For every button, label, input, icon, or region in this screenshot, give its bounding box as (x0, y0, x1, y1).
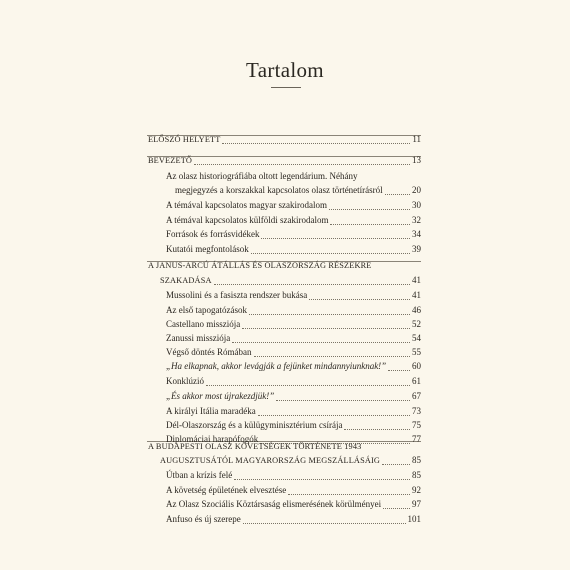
toc-entry (166, 405, 421, 418)
toc-entry (166, 304, 421, 317)
toc-page-number: 67 (412, 391, 421, 401)
dot-leader (382, 463, 410, 465)
toc-section-heading (148, 133, 421, 146)
toc-page-number: 77 (412, 434, 421, 444)
toc-entry (166, 228, 421, 241)
toc-page-number: 85 (412, 455, 421, 465)
toc-entry (166, 199, 421, 212)
dot-leader (344, 428, 410, 430)
toc-page-number: 34 (412, 229, 421, 239)
toc-entry-title: Zanussi missziója (166, 333, 231, 343)
toc-page-number: 46 (412, 305, 421, 315)
toc-entry-title: Diplomáciai harapófogók (166, 434, 259, 444)
toc-page-number: 55 (412, 347, 421, 357)
toc-page-number: 97 (412, 499, 421, 509)
dot-leader (194, 163, 410, 165)
dot-leader (261, 237, 410, 239)
dot-leader (363, 450, 419, 451)
dot-leader (374, 269, 420, 270)
toc-entry (166, 375, 421, 388)
dot-leader (222, 142, 410, 144)
toc-entry (166, 170, 421, 183)
toc-entry (166, 469, 421, 482)
toc-entry-title: A követség épületének elvesztése (166, 485, 287, 495)
dot-leader (276, 399, 410, 401)
toc-entry (175, 184, 421, 197)
toc-page-number: 13 (412, 155, 421, 165)
toc-page-number: 52 (412, 319, 421, 329)
dot-leader (206, 384, 410, 386)
dot-leader (383, 507, 410, 509)
toc-entry (166, 360, 421, 373)
toc-entry (166, 484, 421, 497)
toc-page-number: 32 (412, 215, 421, 225)
toc-page-number: 11 (412, 134, 421, 144)
toc-page-number: 73 (412, 406, 421, 416)
toc-entry-title: A BUDAPESTI OLASZ KÖVETSÉGEK TÖRTÉNETE 1943 (148, 442, 362, 451)
dot-leader (385, 193, 410, 195)
toc-page-number: 75 (412, 420, 421, 430)
dot-leader (329, 208, 410, 210)
toc-entry (166, 332, 421, 345)
toc-section-heading (148, 259, 421, 272)
toc-page-number: 101 (407, 514, 421, 524)
toc-entry-title: Kutatói megfontolások (166, 244, 249, 254)
toc-entry-title: Dél-Olaszország és a külügyminisztérium csírája (166, 420, 343, 430)
dot-leader (309, 298, 410, 300)
toc-entry-title: A témával kapcsolatos külföldi szakirodalom (166, 215, 329, 225)
toc-entry (166, 214, 421, 227)
toc-entry-title: Anfuso és új szerepe (166, 514, 241, 524)
toc-entry-title: megjegyzés a korszakkal kapcsolatos olasz történetírásról (175, 185, 383, 195)
toc-page-number: 20 (412, 185, 421, 195)
toc-entry (166, 419, 421, 432)
toc-section-heading (160, 454, 421, 467)
toc-entry (166, 498, 421, 511)
toc-entry-title: Konklúzió (166, 376, 204, 386)
toc-page-number: 92 (412, 485, 421, 495)
toc-entry (166, 318, 421, 331)
dot-leader (242, 327, 410, 329)
toc-entry-title: BEVEZETŐ (148, 156, 193, 165)
toc-page-number: 39 (412, 244, 421, 254)
toc-entry-title: A királyi Itália maradéka (166, 406, 256, 416)
toc-entry-title: Az olasz historiográfiába oltott legendárium. Néhány (166, 171, 358, 181)
toc-entry-title: „Ha elkapnak, akkor levágják a fejünket mindannyiunknak!” (166, 361, 387, 371)
toc-page-number: 41 (412, 290, 421, 300)
dot-leader (288, 493, 410, 495)
toc-entry-title: Útban a krízis felé (166, 470, 233, 480)
toc-page-number: 41 (412, 275, 421, 285)
toc-page-number: 61 (412, 376, 421, 386)
dot-leader (254, 355, 411, 357)
toc-entry-title: AUGUSZTUSÁTÓL MAGYARORSZÁG MEGSZÁLLÁSÁIG (160, 456, 381, 465)
toc-entry-title: Mussolini és a fasiszta rendszer bukása (166, 290, 308, 300)
toc-section-heading (148, 440, 421, 453)
toc-page-number: 30 (412, 200, 421, 210)
toc-section-heading (148, 154, 421, 167)
toc-page-number: 85 (412, 470, 421, 480)
toc-entry-title: Castellano missziója (166, 319, 241, 329)
toc-entry (166, 346, 421, 359)
toc-entry (166, 513, 421, 526)
toc-entry-title: Végső döntés Rómában (166, 347, 252, 357)
toc-entry-title: A témával kapcsolatos magyar szakirodalom (166, 200, 327, 210)
dot-leader (234, 478, 410, 480)
dot-leader (232, 341, 410, 343)
dot-leader (249, 313, 410, 315)
toc-entry-title: ELŐSZÓ HELYETT (148, 135, 221, 144)
toc-section-heading (160, 274, 421, 287)
toc-entry-title: „És akkor most újrakezdjük!” (166, 391, 275, 401)
dot-leader (330, 223, 410, 225)
toc-entry-title: Az Olasz Szociális Köztársaság elismerésének körülményei (166, 499, 382, 509)
toc-entry-title: SZAKADÁSA (160, 276, 212, 285)
dot-leader (214, 283, 410, 285)
toc-entry (166, 289, 421, 302)
toc-entry-title: Az első tapogatózások (166, 305, 247, 315)
toc-entry-title: Források és forrásvidékek (166, 229, 260, 239)
dot-leader (388, 369, 410, 371)
dot-leader (258, 414, 410, 416)
toc-entry (166, 243, 421, 256)
dot-leader (251, 252, 410, 254)
dot-leader (359, 180, 419, 181)
dot-leader (243, 522, 406, 524)
page-title: Tartalom (246, 58, 324, 82)
toc-page-number: 60 (412, 361, 421, 371)
toc-page-number: 54 (412, 333, 421, 343)
toc-entry (166, 390, 421, 403)
toc-entry-title: A JANUS-ARCÚ ÁTÁLLÁS ÉS OLASZORSZÁG RÉSZEKRE (148, 261, 372, 270)
